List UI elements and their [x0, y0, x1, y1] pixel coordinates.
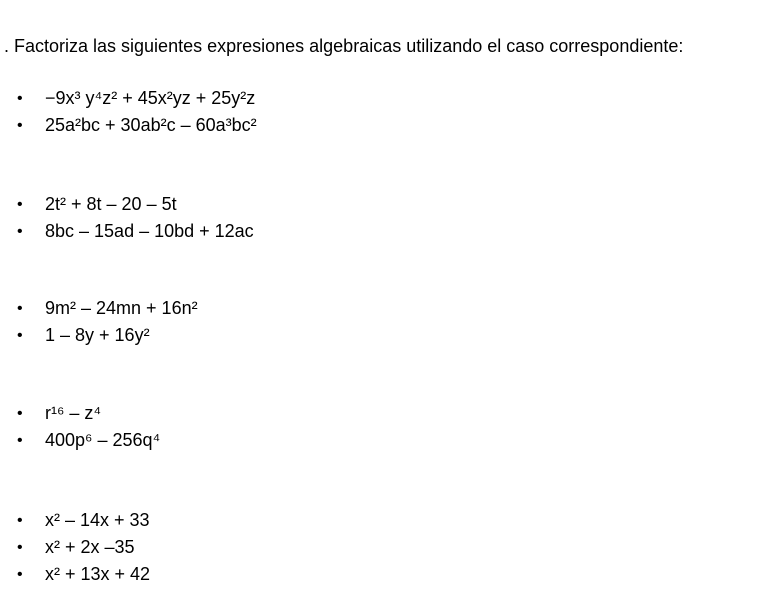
bullet-icon: • [17, 196, 23, 213]
expression: 9m² – 24mn + 16n² [45, 298, 198, 318]
bullet-icon: • [17, 223, 23, 240]
expression: 8bc – 15ad – 10bd + 12ac [45, 221, 254, 241]
bullet-icon: • [17, 566, 23, 583]
expression: x² + 13x + 42 [45, 564, 151, 584]
bullet-icon: • [17, 432, 23, 449]
bullet-icon: • [17, 405, 23, 422]
expression: 1 – 8y + 16y² [45, 325, 150, 345]
bullet-icon: • [17, 327, 23, 344]
exercise-instruction: . Factoriza las siguientes expresiones algebraicas utilizando el caso correspondiente: [4, 36, 684, 56]
expression: 25a²bc + 30ab²c – 60a³bc² [45, 115, 257, 135]
expression: x² + 2x –35 [45, 537, 135, 557]
expression: 400p⁶ – 256q⁴ [45, 430, 161, 450]
expression: x² – 14x + 33 [45, 510, 150, 530]
bullet-icon: • [17, 539, 23, 556]
expression: r¹⁶ – z⁴ [45, 403, 102, 423]
bullet-icon: • [17, 300, 23, 317]
expression: −9x³ y⁴z² + 45x²yz + 25y²z [45, 88, 256, 108]
bullet-icon: • [17, 117, 23, 134]
expression: 2t² + 8t – 20 – 5t [45, 194, 177, 214]
bullet-icon: • [17, 90, 23, 107]
bullet-icon: • [17, 512, 23, 529]
